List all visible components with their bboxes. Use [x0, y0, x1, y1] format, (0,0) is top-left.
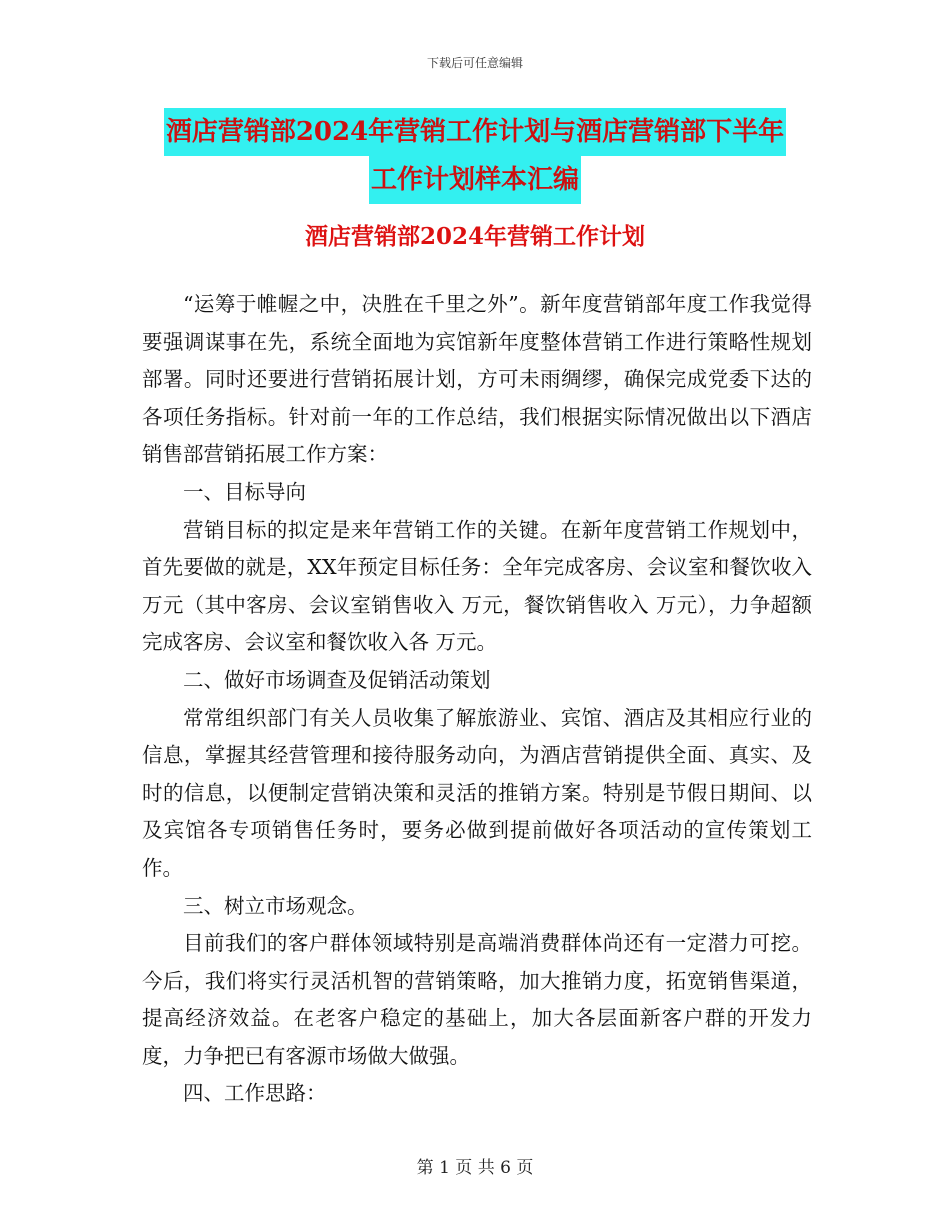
paragraph-intro: “运筹于帷幄之中，决胜在千里之外”。新年度营销部年度工作我觉得要强调谋事在先，系统全面地为宾馆新年度整体营销工作进行策略性规划部署。同时还要进行营销拓展计划，方可未雨绸缪，确保完成党委下达的各项任务指标。针对前一年的工作总结，我们根据实际情况做出以下酒店销售部营销拓展工作方案： — [142, 292, 812, 467]
header-note: 下载后可任意编辑 — [426, 56, 523, 70]
document-title — [0, 108, 950, 204]
title-line-2: 工作计划样本汇编 — [369, 156, 581, 204]
paragraph-market-concept: 目前我们的客户群体领域特别是高端消费群体尚还有一定潜力可挖。今后，我们将实行灵活机智的营销策略，加大推销力度，拓宽销售渠道，提高经济效益。在老客户稳定的基础上，加大各层面新客户群的开发力度，力争把已有客源市场做大做强。 — [142, 931, 812, 1068]
title-line-1: 酒店营销部2024年营销工作计划与酒店营销部下半年 — [164, 108, 786, 156]
document-body — [142, 286, 812, 1113]
page-footer: 第 1 页 共 6 页 — [416, 1158, 534, 1178]
heading-work-ideas: 四、工作思路： — [183, 1081, 327, 1106]
paragraph-market-research: 常常组织部门有关人员收集了解旅游业、宾馆、酒店及其相应行业的信息，掌握其经营管理和接待服务动向，为酒店营销提供全面、真实、及时的信息，以便制定营销决策和灵活的推销方案。特别是节假日期间、以及宾馆各专项销售任务时，要务必做到提前做好各项活动的宣传策划工作。 — [142, 705, 812, 880]
heading-market-research: 二、做好市场调查及促销活动策划 — [183, 667, 491, 692]
heading-goal: 一、目标导向 — [183, 479, 306, 504]
paragraph-goal: 营销目标的拟定是来年营销工作的关键。在新年度营销工作规划中，首先要做的就是，XX年预定目标任务：全年完成客房、会议室和餐饮收入 万元（其中客房、会议室销售收入 万元，餐饮销售收入 万元），力争超额完成客房、会议室和餐饮收入各 万元。 — [142, 517, 812, 655]
heading-market-concept: 三、树立市场观念。 — [183, 893, 368, 918]
section-title: 酒店营销部2024年营销工作计划 — [304, 223, 645, 250]
